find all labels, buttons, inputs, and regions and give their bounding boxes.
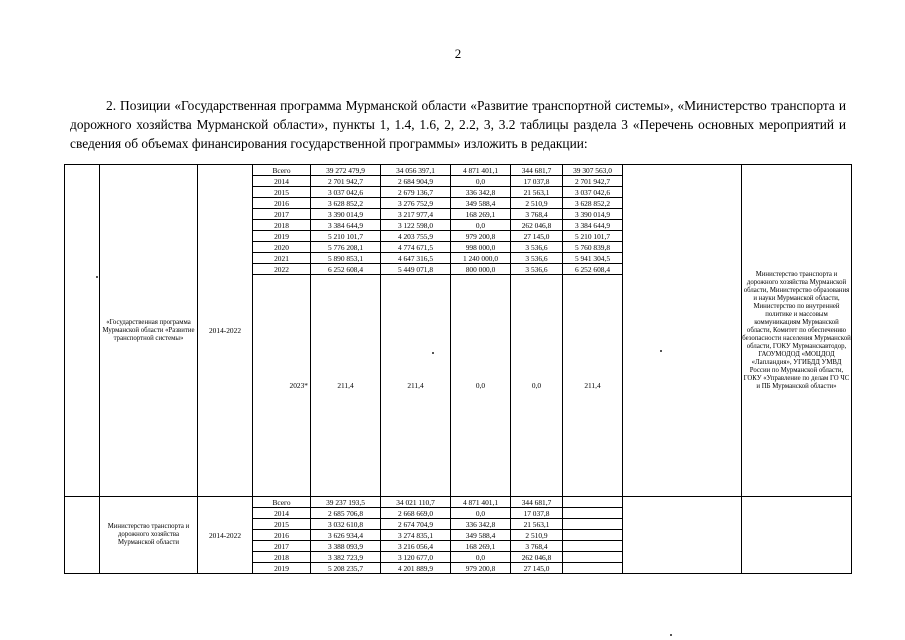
scan-speck — [96, 276, 98, 278]
amount-cell: 0,0 — [451, 552, 511, 563]
amount-cell: 2 701 942,7 — [311, 176, 381, 187]
amount-cell: 998 000,0 — [451, 242, 511, 253]
year-cell: Всего — [253, 497, 311, 508]
program-period-cell: 2014-2022 — [198, 165, 253, 497]
section-heading: 2. Позиции «Государственная программа Мурманской области «Развитие транспортной системы», «Министерство транспорта и дорожного хозяйства Мурманской области», пункты 1, 1.4, 1.6, 2, 2.2, 3, 3.2 таблицы раздела 3 «Перечень основных мероприятий и сведения об объемах финансирования государственной программы» изложить в редакции: — [70, 98, 846, 151]
amount-cell: 5 208 235,7 — [311, 563, 381, 574]
amount-cell: 27 145,0 — [511, 231, 563, 242]
year-cell: 2023* — [253, 275, 311, 497]
amount-cell: 3 536,6 — [511, 253, 563, 264]
amount-cell: 21 563,1 — [511, 519, 563, 530]
amount-cell: 4 871 401,1 — [451, 165, 511, 176]
year-cell: 2019 — [253, 231, 311, 242]
amount-cell: 336 342,8 — [451, 187, 511, 198]
year-cell: 2022 — [253, 264, 311, 275]
amount-cell: 4 647 316,5 — [381, 253, 451, 264]
amount-cell: 3 384 644,9 — [311, 220, 381, 231]
amount-cell: 336 342,8 — [451, 519, 511, 530]
amount-cell — [563, 508, 623, 519]
amount-cell: 168 269,1 — [451, 541, 511, 552]
amount-cell: 3 216 056,4 — [381, 541, 451, 552]
amount-cell: 262 046,8 — [511, 552, 563, 563]
amount-cell: 2 510,9 — [511, 530, 563, 541]
amount-cell: 3 276 752,9 — [381, 198, 451, 209]
amount-cell: 349 588,4 — [451, 198, 511, 209]
amount-cell: 3 626 934,4 — [311, 530, 381, 541]
amount-cell — [563, 563, 623, 574]
amount-cell: 262 046,8 — [511, 220, 563, 231]
year-cell: 2015 — [253, 187, 311, 198]
table-row — [65, 497, 852, 508]
amount-cell — [563, 497, 623, 508]
amount-cell: 2 684 904,9 — [381, 176, 451, 187]
executors-cell — [742, 497, 852, 574]
year-cell: 2019 — [253, 563, 311, 574]
amount-cell — [563, 541, 623, 552]
amount-cell: 0,0 — [511, 275, 563, 497]
ministry-name-cell: Министерство транспорта и дорожного хозяйства Мурманской области — [100, 497, 198, 574]
amount-cell: 5 941 304,5 — [563, 253, 623, 264]
ministry-period-cell: 2014-2022 — [198, 497, 253, 574]
amount-cell: 0,0 — [451, 176, 511, 187]
amount-cell: 34 056 397,1 — [381, 165, 451, 176]
amount-cell: 6 252 608,4 — [563, 264, 623, 275]
amount-cell: 3 120 677,0 — [381, 552, 451, 563]
amount-cell: 979 200,8 — [451, 231, 511, 242]
amount-cell: 17 037,8 — [511, 508, 563, 519]
amount-cell: 39 237 193,5 — [311, 497, 381, 508]
amount-cell: 4 871 401,1 — [451, 497, 511, 508]
amount-cell: 5 890 853,1 — [311, 253, 381, 264]
page-number: 2 — [454, 46, 462, 61]
amount-cell: 34 021 110,7 — [381, 497, 451, 508]
year-cell: 2016 — [253, 198, 311, 209]
year-cell: 2014 — [253, 508, 311, 519]
amount-cell: 3 628 852,2 — [563, 198, 623, 209]
year-cell: 2020 — [253, 242, 311, 253]
year-cell: 2017 — [253, 209, 311, 220]
amount-cell: 6 252 608,4 — [311, 264, 381, 275]
amount-cell: 5 776 208,1 — [311, 242, 381, 253]
scan-speck — [432, 352, 434, 354]
amount-cell: 4 201 889,9 — [381, 563, 451, 574]
year-cell: 2018 — [253, 220, 311, 231]
amount-cell: 21 563,1 — [511, 187, 563, 198]
amount-cell: 3 628 852,2 — [311, 198, 381, 209]
amount-cell: 39 272 479,9 — [311, 165, 381, 176]
amount-cell: 3 382 723,9 — [311, 552, 381, 563]
amount-cell: 800 000,0 — [451, 264, 511, 275]
scan-speck — [660, 350, 662, 352]
amount-cell: 3 037 042,6 — [311, 187, 381, 198]
amount-cell: 344 681,7 — [511, 497, 563, 508]
amount-cell: 3 388 093,9 — [311, 541, 381, 552]
amount-cell: 5 449 071,8 — [381, 264, 451, 275]
amount-cell: 4 203 755,9 — [381, 231, 451, 242]
amount-cell — [563, 552, 623, 563]
amount-cell: 3 384 644,9 — [563, 220, 623, 231]
amount-cell: 344 681,7 — [511, 165, 563, 176]
amount-cell: 5 760 839,8 — [563, 242, 623, 253]
amount-cell: 1 240 000,0 — [451, 253, 511, 264]
program-financing-table — [64, 164, 852, 497]
amount-cell: 4 774 671,5 — [381, 242, 451, 253]
amount-cell: 5 210 101,7 — [563, 231, 623, 242]
amount-cell: 5 210 101,7 — [311, 231, 381, 242]
amount-cell: 3 032 610,8 — [311, 519, 381, 530]
amount-cell: 3 768,4 — [511, 209, 563, 220]
executors-cell: Министерство транспорта и дорожного хозяйства Мурманской области, Министерство образования и науки Мурманской области, Министерство по внутренней политике и массовым коммуникациям Мурманской области, Комитет по обеспечению безопасности населения Мурманской области, ГОКУ Мурманскавтодор, ГАОУМОДОД «МОЦДОД «Лапландия», УГИБДД УМВД России по Мурманской области, ГОКУ «Управление по делам ГО ЧС и ПБ Мурманской области» — [742, 165, 852, 497]
table-row — [65, 165, 852, 176]
amount-cell: 2 685 706,8 — [311, 508, 381, 519]
amount-cell: 3 390 014,9 — [311, 209, 381, 220]
amount-cell: 3 536,6 — [511, 264, 563, 275]
year-cell: 2021 — [253, 253, 311, 264]
year-cell: Всего — [253, 165, 311, 176]
amount-cell: 3 768,4 — [511, 541, 563, 552]
amount-cell: 3 536,6 — [511, 242, 563, 253]
row-number-cell — [65, 165, 100, 497]
amount-cell: 2 510,9 — [511, 198, 563, 209]
ministry-table — [64, 496, 852, 574]
indicator-cell — [623, 497, 742, 574]
amount-cell: 3 217 977,4 — [381, 209, 451, 220]
amount-cell: 349 588,4 — [451, 530, 511, 541]
amount-cell: 39 307 563,0 — [563, 165, 623, 176]
year-cell: 2015 — [253, 519, 311, 530]
amount-cell: 0,0 — [451, 220, 511, 231]
amount-cell: 0,0 — [451, 275, 511, 497]
year-cell: 2014 — [253, 176, 311, 187]
year-cell: 2016 — [253, 530, 311, 541]
amount-cell: 168 269,1 — [451, 209, 511, 220]
amount-cell: 3 122 598,0 — [381, 220, 451, 231]
amount-cell: 211,4 — [311, 275, 381, 497]
amount-cell: 3 390 014,9 — [563, 209, 623, 220]
amount-cell — [563, 530, 623, 541]
amount-cell: 27 145,0 — [511, 563, 563, 574]
ministry-financing-table — [64, 496, 852, 574]
amount-cell: 2 679 136,7 — [381, 187, 451, 198]
amount-cell: 0,0 — [451, 508, 511, 519]
program-table — [64, 164, 852, 497]
amount-cell — [563, 519, 623, 530]
amount-cell: 211,4 — [381, 275, 451, 497]
amount-cell: 17 037,8 — [511, 176, 563, 187]
amount-cell: 2 701 942,7 — [563, 176, 623, 187]
amount-cell: 2 668 669,0 — [381, 508, 451, 519]
indicator-cell — [623, 165, 742, 497]
amount-cell: 211,4 — [563, 275, 623, 497]
program-name-cell: «Государственная программа Мурманской области «Развитие транспортной системы» — [100, 165, 198, 497]
scan-speck — [670, 634, 672, 636]
amount-cell: 2 674 704,9 — [381, 519, 451, 530]
row-number-cell — [65, 497, 100, 574]
year-cell: 2017 — [253, 541, 311, 552]
amount-cell: 979 200,8 — [451, 563, 511, 574]
amount-cell: 3 037 042,6 — [563, 187, 623, 198]
amount-cell: 3 274 835,1 — [381, 530, 451, 541]
year-cell: 2018 — [253, 552, 311, 563]
